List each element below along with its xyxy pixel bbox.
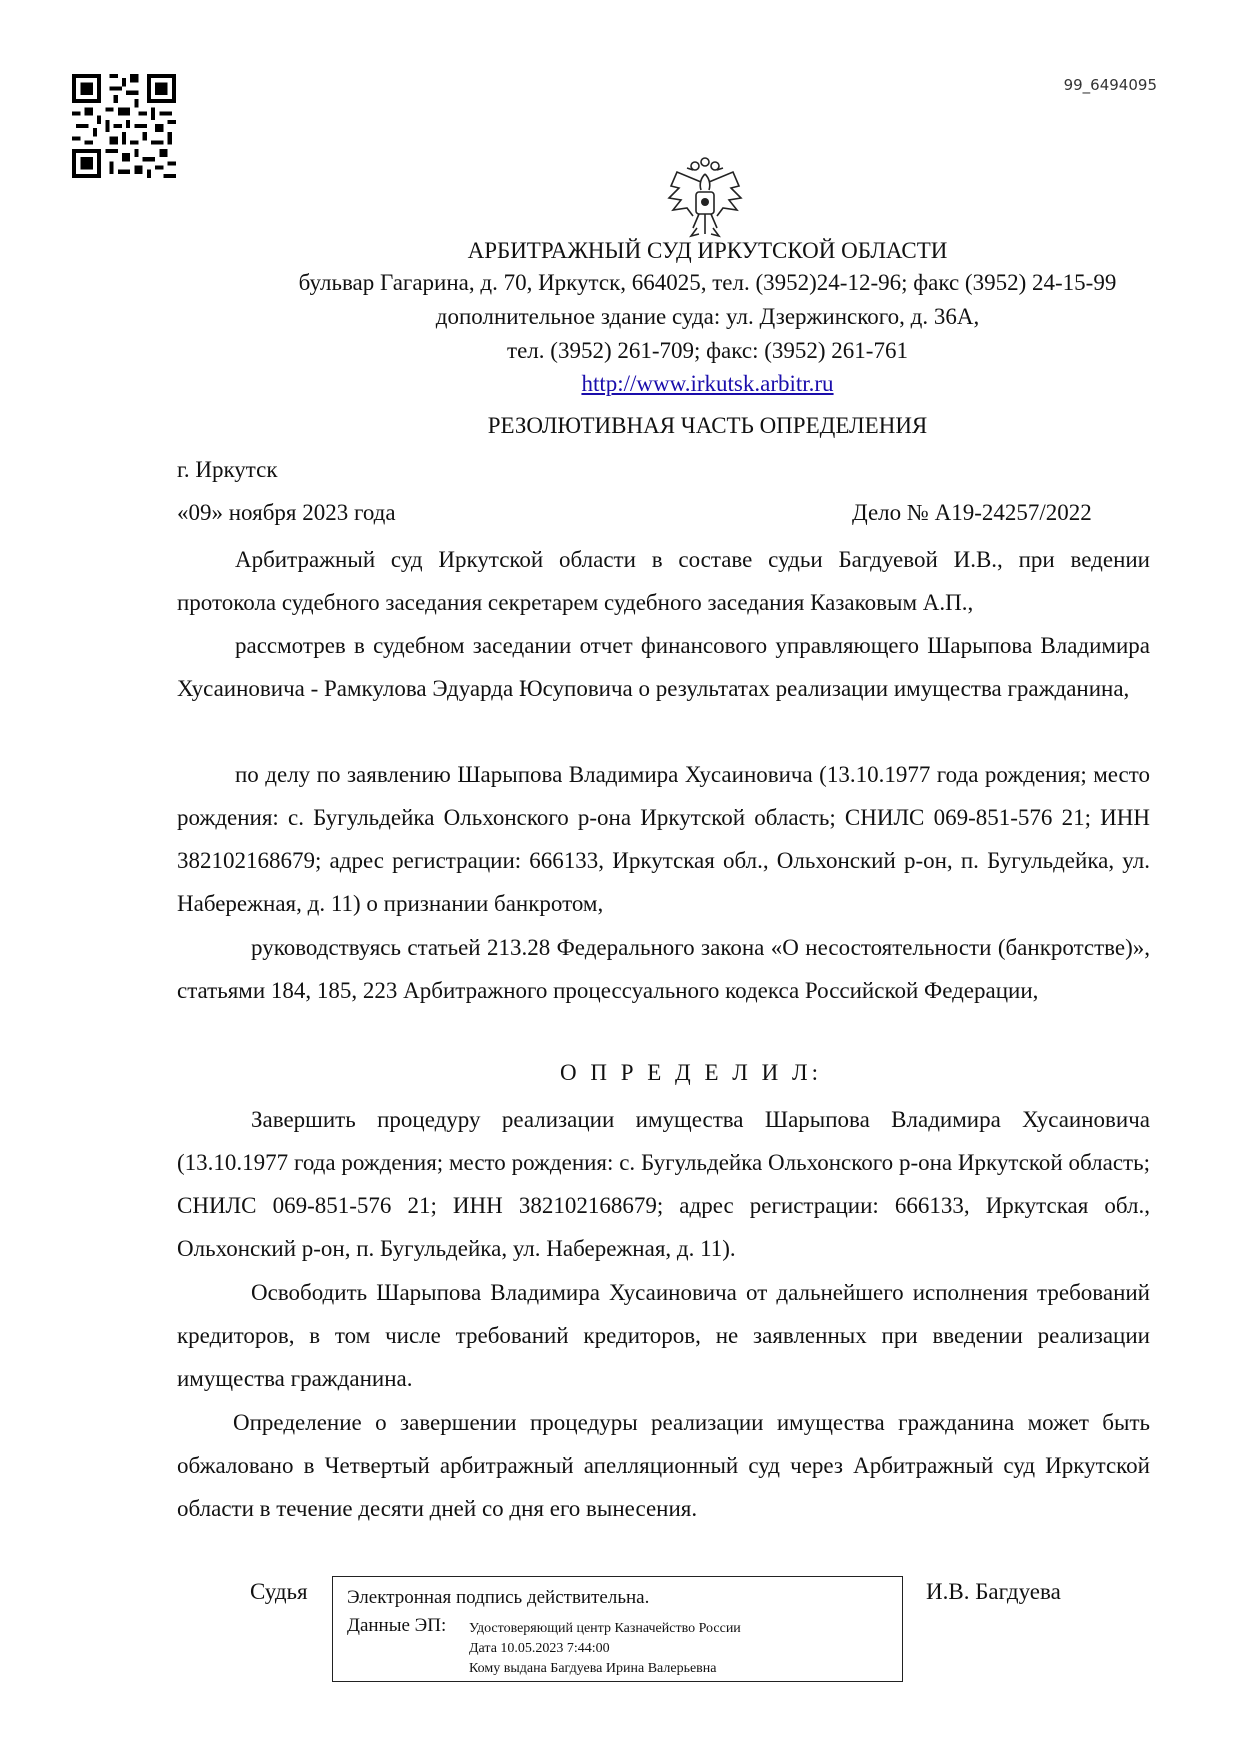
electronic-signature-box [332,1576,903,1682]
signature-date: Дата 10.05.2023 7:44:00 [469,1641,610,1656]
case-number: Дело № А19-24257/2022 [852,500,1092,525]
document-title: РЕЗОЛЮТИВНАЯ ЧАСТЬ ОПРЕДЕЛЕНИЯ [487,413,928,438]
paragraph-report: рассмотрев в судебном заседании отчет финансового управляющего Шарыпова Владимира Хусаиновича - Рамкулова Эдуарда Юсуповича о результатах реализации имущества гражданина, [177,633,1150,701]
paragraph-legal-basis: руководствуясь статьей 213.28 Федерального закона «О несостоятельности (банкротстве)», статьями 184, 185, 223 Арбитражного процессуального кодекса Российской Федерации, [177,935,1150,1003]
signature-valid-text: Электронная подпись действительна. [347,1587,650,1608]
paragraph-case-details: по делу по заявлению Шарыпова Владимира Хусаиновича (13.10.1977 года рождения; место рождения: с. Бугульдейка Ольхонского р-она Иркутской область; СНИЛС 069-851-576 21; ИНН 382102168679; адрес регистрации: 666133, Иркутская обл., Ольхонский р-он, п. Бугульдейка, ул. Набережная, д. 11) о признании банкротом, [177,762,1150,916]
coat-of-arms-emblem [663,156,747,240]
judge-name: И.В. Багдуева [926,1579,1061,1604]
document-id: 99_6494095 [1063,76,1157,94]
signature-issuer: Удостоверяющий центр Казначейство России [469,1621,741,1636]
qr-code [72,74,176,178]
ruling-appeal-notice: Определение о завершении процедуры реализации имущества гражданина может быть обжаловано в Четвертый арбитражный апелляционный суд через Арбитражный суд Иркутской области в течение десяти дней со дня его вынесения. [177,1410,1150,1521]
court-website-line [160,371,1241,397]
court-phones: тел. (3952) 261-709; факс: (3952) 261-761 [507,338,908,363]
ruling-release-obligations: Освободить Шарыпова Владимира Хусаиновича от дальнейшего исполнения требований кредиторов, в том числе требований кредиторов, не заявленных при введении реализации имущества гражданина. [177,1280,1150,1391]
court-additional-building: дополнительное здание суда: ул. Дзержинского, д. 36А, [435,304,980,329]
ruling-heading: О П Р Е Д Е Л И Л: [560,1060,822,1085]
signature-details [469,1619,741,1679]
judge-label: Судья [250,1579,308,1604]
court-address: бульвар Гагарина, д. 70, Иркутск, 664025, тел. (3952)24-12-96; факс (3952) 24-15-99 [298,270,1117,295]
paragraph-court-composition: Арбитражный суд Иркутской области в составе судьи Багдуевой И.В., при ведении протокола судебного заседания секретарем судебного заседания Казаковым А.П., [177,547,1150,615]
city: г. Иркутск [177,457,278,482]
signature-issued-to: Кому выдана Багдуева Ирина Валерьевна [469,1661,717,1676]
ruling-complete-procedure: Завершить процедуру реализации имущества Шарыпова Владимира Хусаиновича (13.10.1977 года рождения; место рождения: с. Бугульдейка Ольхонского р-она Иркутской область; СНИЛС 069-851-576 21; ИНН 382102168679; адрес регистрации: 666133, Иркутская обл., Ольхонский р-он, п. Бугульдейка, ул. Набережная, д. 11). [177,1107,1150,1261]
document-date: «09» ноября 2023 года [177,500,396,525]
signature-data-label: Данные ЭП: [347,1615,447,1636]
court-name: АРБИТРАЖНЫЙ СУД ИРКУТСКОЙ ОБЛАСТИ [467,238,948,263]
court-website-link[interactable]: http://www.irkutsk.arbitr.ru [581,371,834,396]
